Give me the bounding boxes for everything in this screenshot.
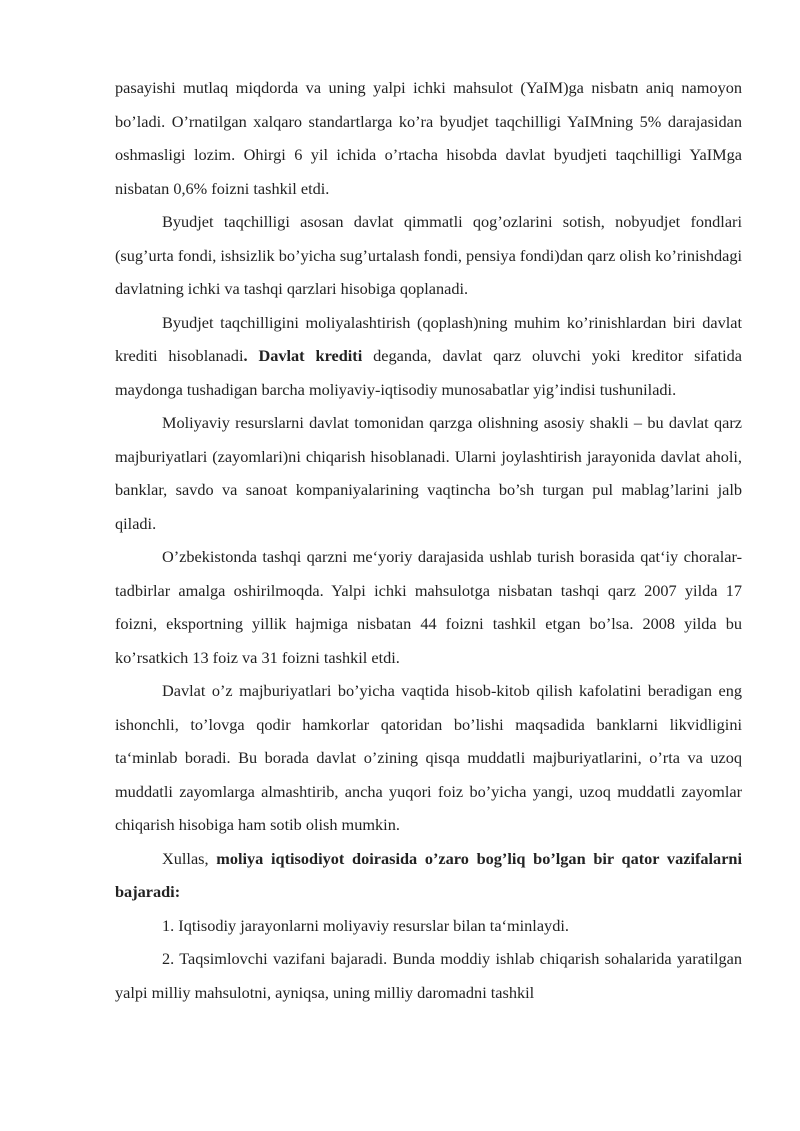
list-item-2 bbox=[115, 942, 742, 1009]
text-run: Davlat o’z majburiyatlari bo’yicha vaqtida hisob-kitob qilish kafolatini beradigan eng ishonchli, to’lovga qodir hamkorlar qatoridan bo’lishi maqsadida banklarni likvidligini ta‘minlab boradi. Bu borada davlat o’zining qisqa muddatli majburiyatlarini, o’rta va uzoq muddatli zayomlarga almashtirib, ancha yuqori foiz bo’yicha yangi, uzoq muddatli zayomlar chiqarish hisobiga ham sotib olish mumkin. bbox=[115, 681, 742, 834]
paragraph-4 bbox=[115, 406, 742, 540]
text-run: 2. Taqsimlovchi vazifani bajaradi. Bunda moddiy ishlab chiqarish sohalarida yaratilgan yalpi milliy mahsulotni, ayniqsa, uning milliy daromadni tashkil bbox=[115, 949, 742, 1002]
text-run: Byudjet taqchilligi asosan davlat qimmatli qog’ozlarini sotish, nobyudjet fondlari (sug’urta fondi, ishsizlik bo’yicha sug’urtalash fondi, pensiya fondi)dan qarz olish ko’rinishdagi davlatning ichki va tashqi qarzlari hisobiga qoplanadi. bbox=[115, 212, 742, 298]
text-run: Moliyaviy resurslarni davlat tomonidan qarzga olishning asosiy shakli – bu davlat qarz majburiyatlari (zayomlari)ni chiqarish hisoblanadi. Ularni joylashtirish jarayonida davlat aholi, banklar, savdo va sanoat kompaniyalarining vaqtincha bo’sh turgan pul mablag’larini jalb qiladi. bbox=[115, 413, 742, 533]
paragraph-1 bbox=[115, 71, 742, 205]
text-run: deganda, davlat qarz oluvchi yoki kreditor sifatida maydonga tushadigan barcha moliyaviy-iqtisodiy munosabatlar yig’indisi tushuniladi. bbox=[115, 346, 742, 399]
text-run: O’zbekistonda tashqi qarzni me‘yoriy darajasida ushlab turish borasida qat‘iy choralar-tadbirlar amalga oshirilmoqda. Yalpi ichki mahsulotga nisbatan tashqi qarz 2007 yilda 17 foizni, eksportning yillik hajmiga nisbatan 44 foizni tashkil etgan bo’lsa. 2008 yilda bu ko’rsatkich 13 foiz va 31 foizni tashkil etdi. bbox=[115, 547, 742, 667]
paragraph-7 bbox=[115, 842, 742, 909]
text-run: pasayishi mutlaq miqdorda va uning yalpi ichki mahsulot (YaIM)ga nisbatn aniq namoyon bo’ladi. O’rnatilgan xalqaro standartlarga ko’ra byudjet taqchilligi YaIMning 5% darajasidan oshmasligi lozim. Ohirgi 6 yil ichida o’rtacha hisobda davlat byudjeti taqchilligi YaIMga nisbatan 0,6% foizni tashkil etdi. bbox=[115, 78, 742, 198]
bold-statement: moliya iqtisodiyot doirasida o’zaro bog’liq bo’lgan bir qator vazifalarni bajaradi: bbox=[115, 848, 742, 901]
list-item-1 bbox=[115, 909, 742, 943]
paragraph-5 bbox=[115, 540, 742, 674]
text-run: Byudjet taqchilligini moliyalashtirish (qoplash)ning muhim ko’rinishlardan biri davlat krediti hisoblanadi bbox=[115, 312, 742, 365]
paragraph-2 bbox=[115, 205, 742, 306]
text-run: Xullas, bbox=[162, 848, 217, 868]
bold-term-davlat-krediti: . Davlat krediti bbox=[243, 346, 363, 365]
document-page bbox=[115, 71, 742, 1009]
paragraph-3 bbox=[115, 306, 742, 407]
text-run: 1. Iqtisodiy jarayonlarni moliyaviy resurslar bilan ta‘minlaydi. bbox=[162, 915, 569, 935]
paragraph-6 bbox=[115, 674, 742, 842]
